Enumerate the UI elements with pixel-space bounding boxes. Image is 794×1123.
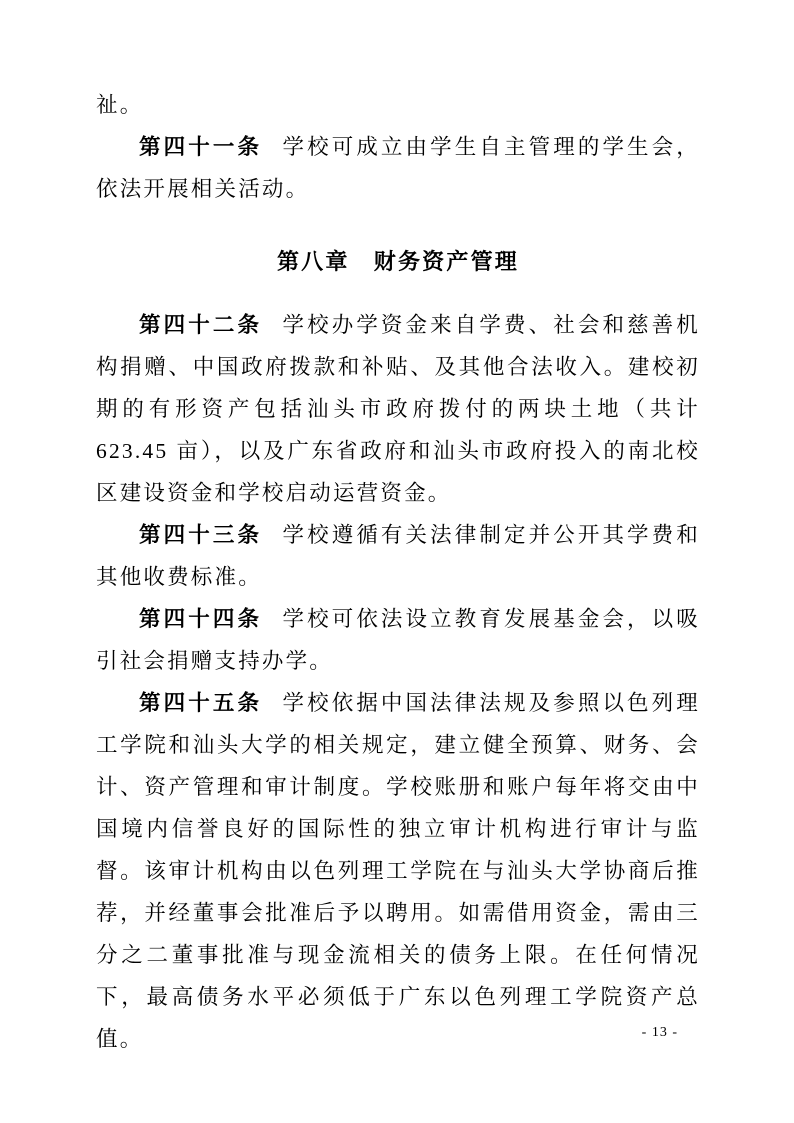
article-44-body: 学校可依法设立教育发展基金会，以吸引社会捐赠支持办学。 bbox=[96, 607, 700, 673]
article-42-paragraph bbox=[96, 304, 700, 514]
article-44-paragraph bbox=[96, 598, 700, 682]
paragraph-continuation-text: 祉。 bbox=[96, 93, 144, 117]
article-43-body: 学校遵循有关法律制定并公开其学费和其他收费标准。 bbox=[96, 523, 700, 589]
article-41-body: 学校可成立由学生自主管理的学生会，依法开展相关活动。 bbox=[96, 135, 700, 201]
article-45-body: 学校依据中国法律法规及参照以色列理工学院和汕头大学的相关规定，建立健全预算、财务、会计、资产管理和审计制度。学校账册和账户每年将交由中国境内信誉良好的国际性的独立审计机构进行审计与监督。该审计机构由以色列理工学院在与汕头大学协商后推荐，并经董事会批准后予以聘用。如需借用资金，需由三分之二董事批准与现金流相关的债务上限。在任何情况下，最高债务水平必须低于广东以色列理工学院资产总值。 bbox=[96, 691, 700, 1051]
article-41-paragraph bbox=[96, 126, 700, 210]
article-45-number: 第四十五条 bbox=[139, 691, 263, 715]
chapter-8-heading: 第八章 财务资产管理 bbox=[276, 249, 519, 274]
article-44-number: 第四十四条 bbox=[139, 607, 263, 631]
article-45-paragraph bbox=[96, 682, 700, 1060]
article-43-paragraph bbox=[96, 514, 700, 598]
article-42-number: 第四十二条 bbox=[139, 313, 263, 337]
page-number: - 13 - bbox=[641, 1025, 678, 1040]
article-43-number: 第四十三条 bbox=[139, 523, 263, 547]
paragraph-continuation bbox=[96, 84, 700, 126]
article-41-number: 第四十一条 bbox=[139, 135, 263, 159]
article-42-body: 学校办学资金来自学费、社会和慈善机构捐赠、中国政府拨款和补贴、及其他合法收入。建校初期的有形资产包括汕头市政府拨付的两块土地（共计 623.45 亩），以及广东省政府和汕头市政府投入的南北校区建设资金和学校启动运营资金。 bbox=[96, 313, 700, 505]
